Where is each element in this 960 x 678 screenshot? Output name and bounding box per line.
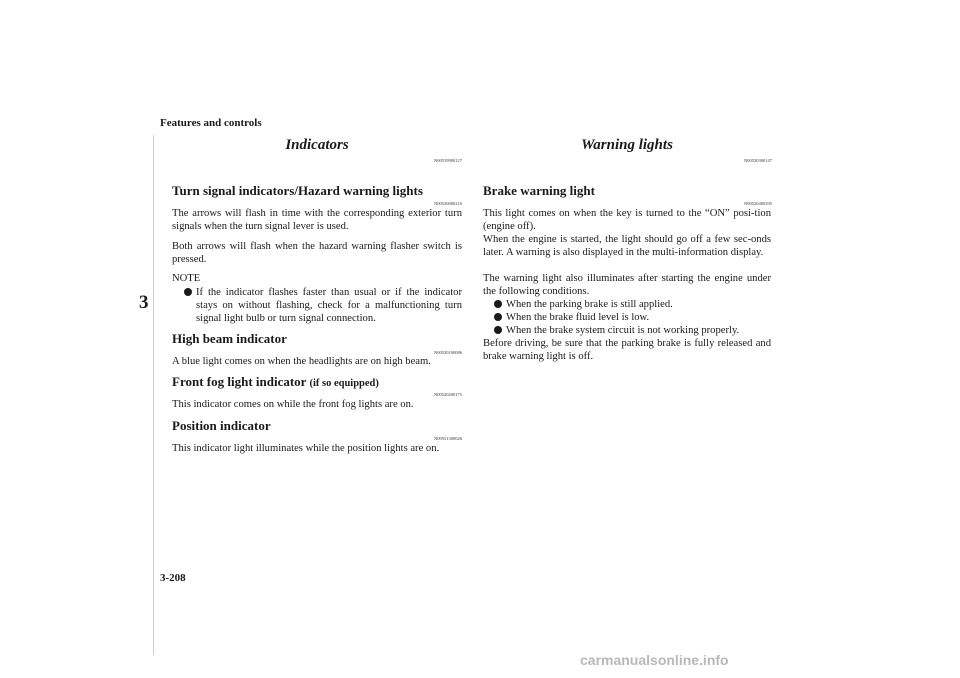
turn-signal-paragraph-1: The arrows will flash in time with the corresponding exterior turn signals when the turn signal lever is used.: [172, 208, 462, 232]
list-item: [494, 324, 771, 337]
heading-turn-signal: Turn signal indicators/Hazard warning lights: [172, 183, 423, 198]
brake-paragraph-1: This light comes on when the key is turned to the “ON” posi-tion (engine off).: [483, 208, 771, 232]
high-beam-text: A blue light comes on when the headlights are on high beam.: [172, 356, 431, 367]
heading-code: N00551300026: [434, 436, 462, 441]
list-item: [494, 298, 771, 311]
list-item-text: When the brake fluid level is low.: [506, 312, 650, 323]
section-title-indicators: Indicators: [285, 137, 349, 153]
note-bullet-text: If the indicator flashes faster than usual or if the indicator stays on without flashing, check for a malfunctioning turn signal light bulb or turn signal connection.: [196, 287, 462, 324]
note-label: NOTE: [172, 273, 201, 284]
section-code: N00520300147: [744, 158, 772, 163]
section-code: N00519900127: [434, 158, 462, 163]
heading-code: N00520200175: [434, 392, 462, 397]
heading-front-fog: [172, 374, 379, 390]
heading-high-beam: High beam indicator: [172, 331, 287, 346]
position-text: This indicator light illuminates while the position lights are on.: [172, 443, 440, 454]
section-title-warning-lights: Warning lights: [581, 137, 673, 153]
chapter-tab-number: 3: [139, 292, 149, 313]
heading-code: N00520400395: [744, 201, 772, 206]
fog-text: This indicator comes on while the front fog lights are on.: [172, 399, 414, 410]
fog-heading-suffix: (if so equipped): [309, 378, 379, 389]
running-header: Features and controls: [160, 117, 262, 129]
heading-brake-warning: Brake warning light: [483, 183, 595, 198]
bullet-dot: [494, 300, 502, 308]
note-bullet: [184, 286, 462, 325]
page-number: 3-208: [160, 572, 186, 584]
bullet-dot: [184, 288, 192, 296]
margin-rule: [153, 135, 154, 655]
bullet-dot: [494, 326, 502, 334]
heading-code: N00520000216: [434, 201, 462, 206]
brake-paragraph-3: The warning light also illuminates after starting the engine under the following conditions.: [483, 273, 771, 297]
heading-code: N00520100086: [434, 350, 462, 355]
heading-position: Position indicator: [172, 418, 271, 433]
list-item-text: When the parking brake is still applied.: [506, 299, 673, 310]
turn-signal-paragraph-2: Both arrows will flash when the hazard warning flasher switch is pressed.: [172, 241, 462, 265]
watermark: carmanualsonline.info: [580, 652, 729, 668]
bullet-dot: [494, 313, 502, 321]
brake-paragraph-2: When the engine is started, the light should go off a few sec-onds later. A warning is also displayed in the multi-information display.: [483, 234, 771, 258]
list-item: [494, 311, 771, 324]
fog-heading-text: Front fog light indicator: [172, 374, 307, 389]
brake-paragraph-4: Before driving, be sure that the parking brake is fully released and brake warning light is off.: [483, 338, 771, 362]
list-item-text: When the brake system circuit is not working properly.: [506, 325, 740, 336]
